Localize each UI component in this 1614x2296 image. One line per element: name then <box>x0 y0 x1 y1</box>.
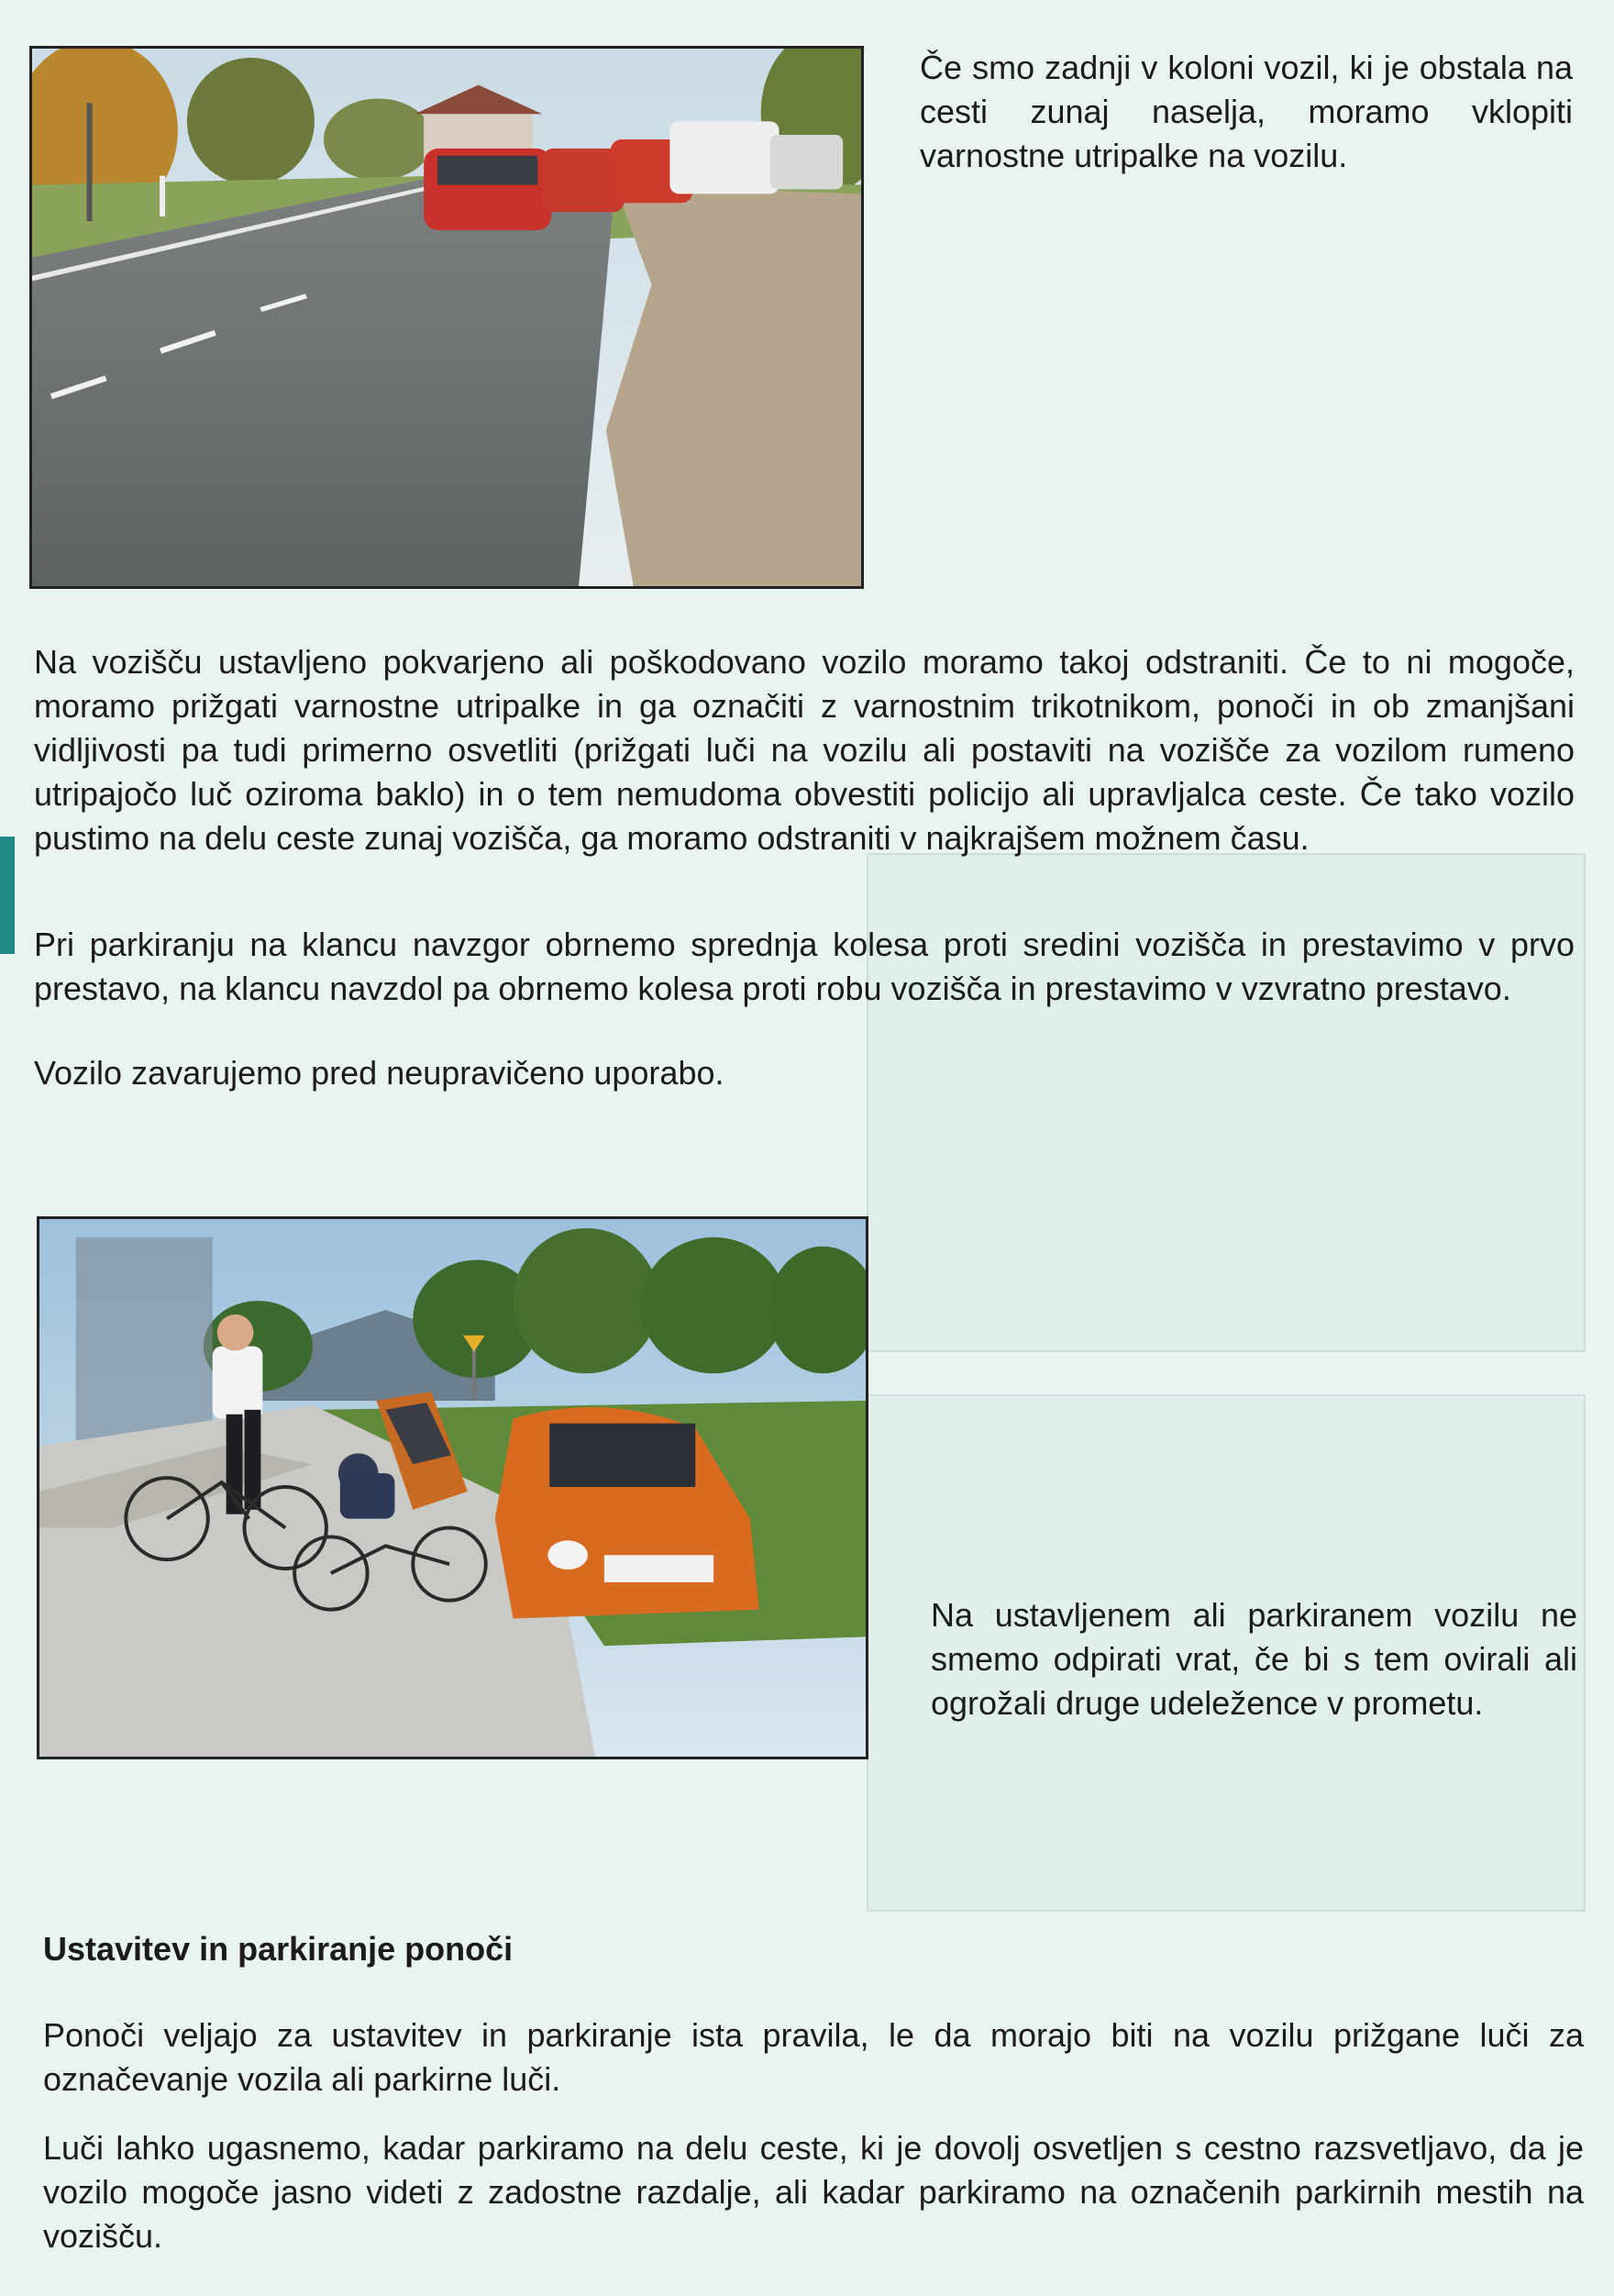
photo-car-door-cyclist <box>37 1216 868 1759</box>
photo2-caption: Na ustavljenem ali parkiranem vozilu ne smemo odpirati vrat, če bi s tem ovirali ali ogrožali druge udeležence v prometu. <box>931 1596 1577 1722</box>
paragraph-secure-vehicle: Vozilo zavarujemo pred neupravičeno uporabo. <box>34 1054 724 1092</box>
photo-car-column <box>29 46 864 589</box>
paragraph-broken-vehicle: Na vozišču ustavljeno pokvarjeno ali poškodovano vozilo moramo takoj odstraniti. Če to ni mogoče, moramo prižgati varnostne utripalke in ga označiti z varnostnim trikotnikom, ponoči in ob zmanjšani vidljivosti pa tudi primerno osvetliti (prižgati luči na vozilu ali postaviti na vozišče za vozilom rumeno utripajočo luč oziroma baklo) in o tem nemudoma obvestiti policijo ali upravljalca ceste. Če tako vozilo pustimo na delu ceste zunaj vozišča, ga moramo odstraniti v najkrajšem možnem času. <box>34 643 1575 857</box>
paragraph-night-rules: Ponoči veljajo za ustavitev in parkiranje ista pravila, le da morajo biti na vozilu prižgane luči za označevanje vozila ali parkirne luči. <box>43 2016 1584 2098</box>
section-heading: Ustavitev in parkiranje ponoči <box>43 1930 514 1968</box>
photo-car-door-illustration <box>39 1219 866 1757</box>
chapter-tab-marker <box>0 837 15 954</box>
photo1-caption: Če smo zadnji v koloni vozil, ki je obstala na cesti zunaj naselja, moramo vklopiti varnostne utripalke na vozilu. <box>920 49 1573 174</box>
paragraph-parking-on-slope: Pri parkiranju na klancu navzgor obrnemo sprednja kolesa proti sredini vozišča in prestavimo v prvo prestavo, na klancu navzdol pa obrnemo kolesa proti robu vozišča in prestavimo v vzvratno prestavo. <box>34 926 1575 1007</box>
photo-car-column-illustration <box>32 49 861 586</box>
paragraph-lights-off: Luči lahko ugasnemo, kadar parkiramo na delu ceste, ki je dovolj osvetljen s cestno razsvetljavo, da je vozilo mogoče jasno videti z zadostne razdalje, ali kadar parkiramo na označenih parkirnih mestih na vozišču. <box>43 2129 1584 2255</box>
